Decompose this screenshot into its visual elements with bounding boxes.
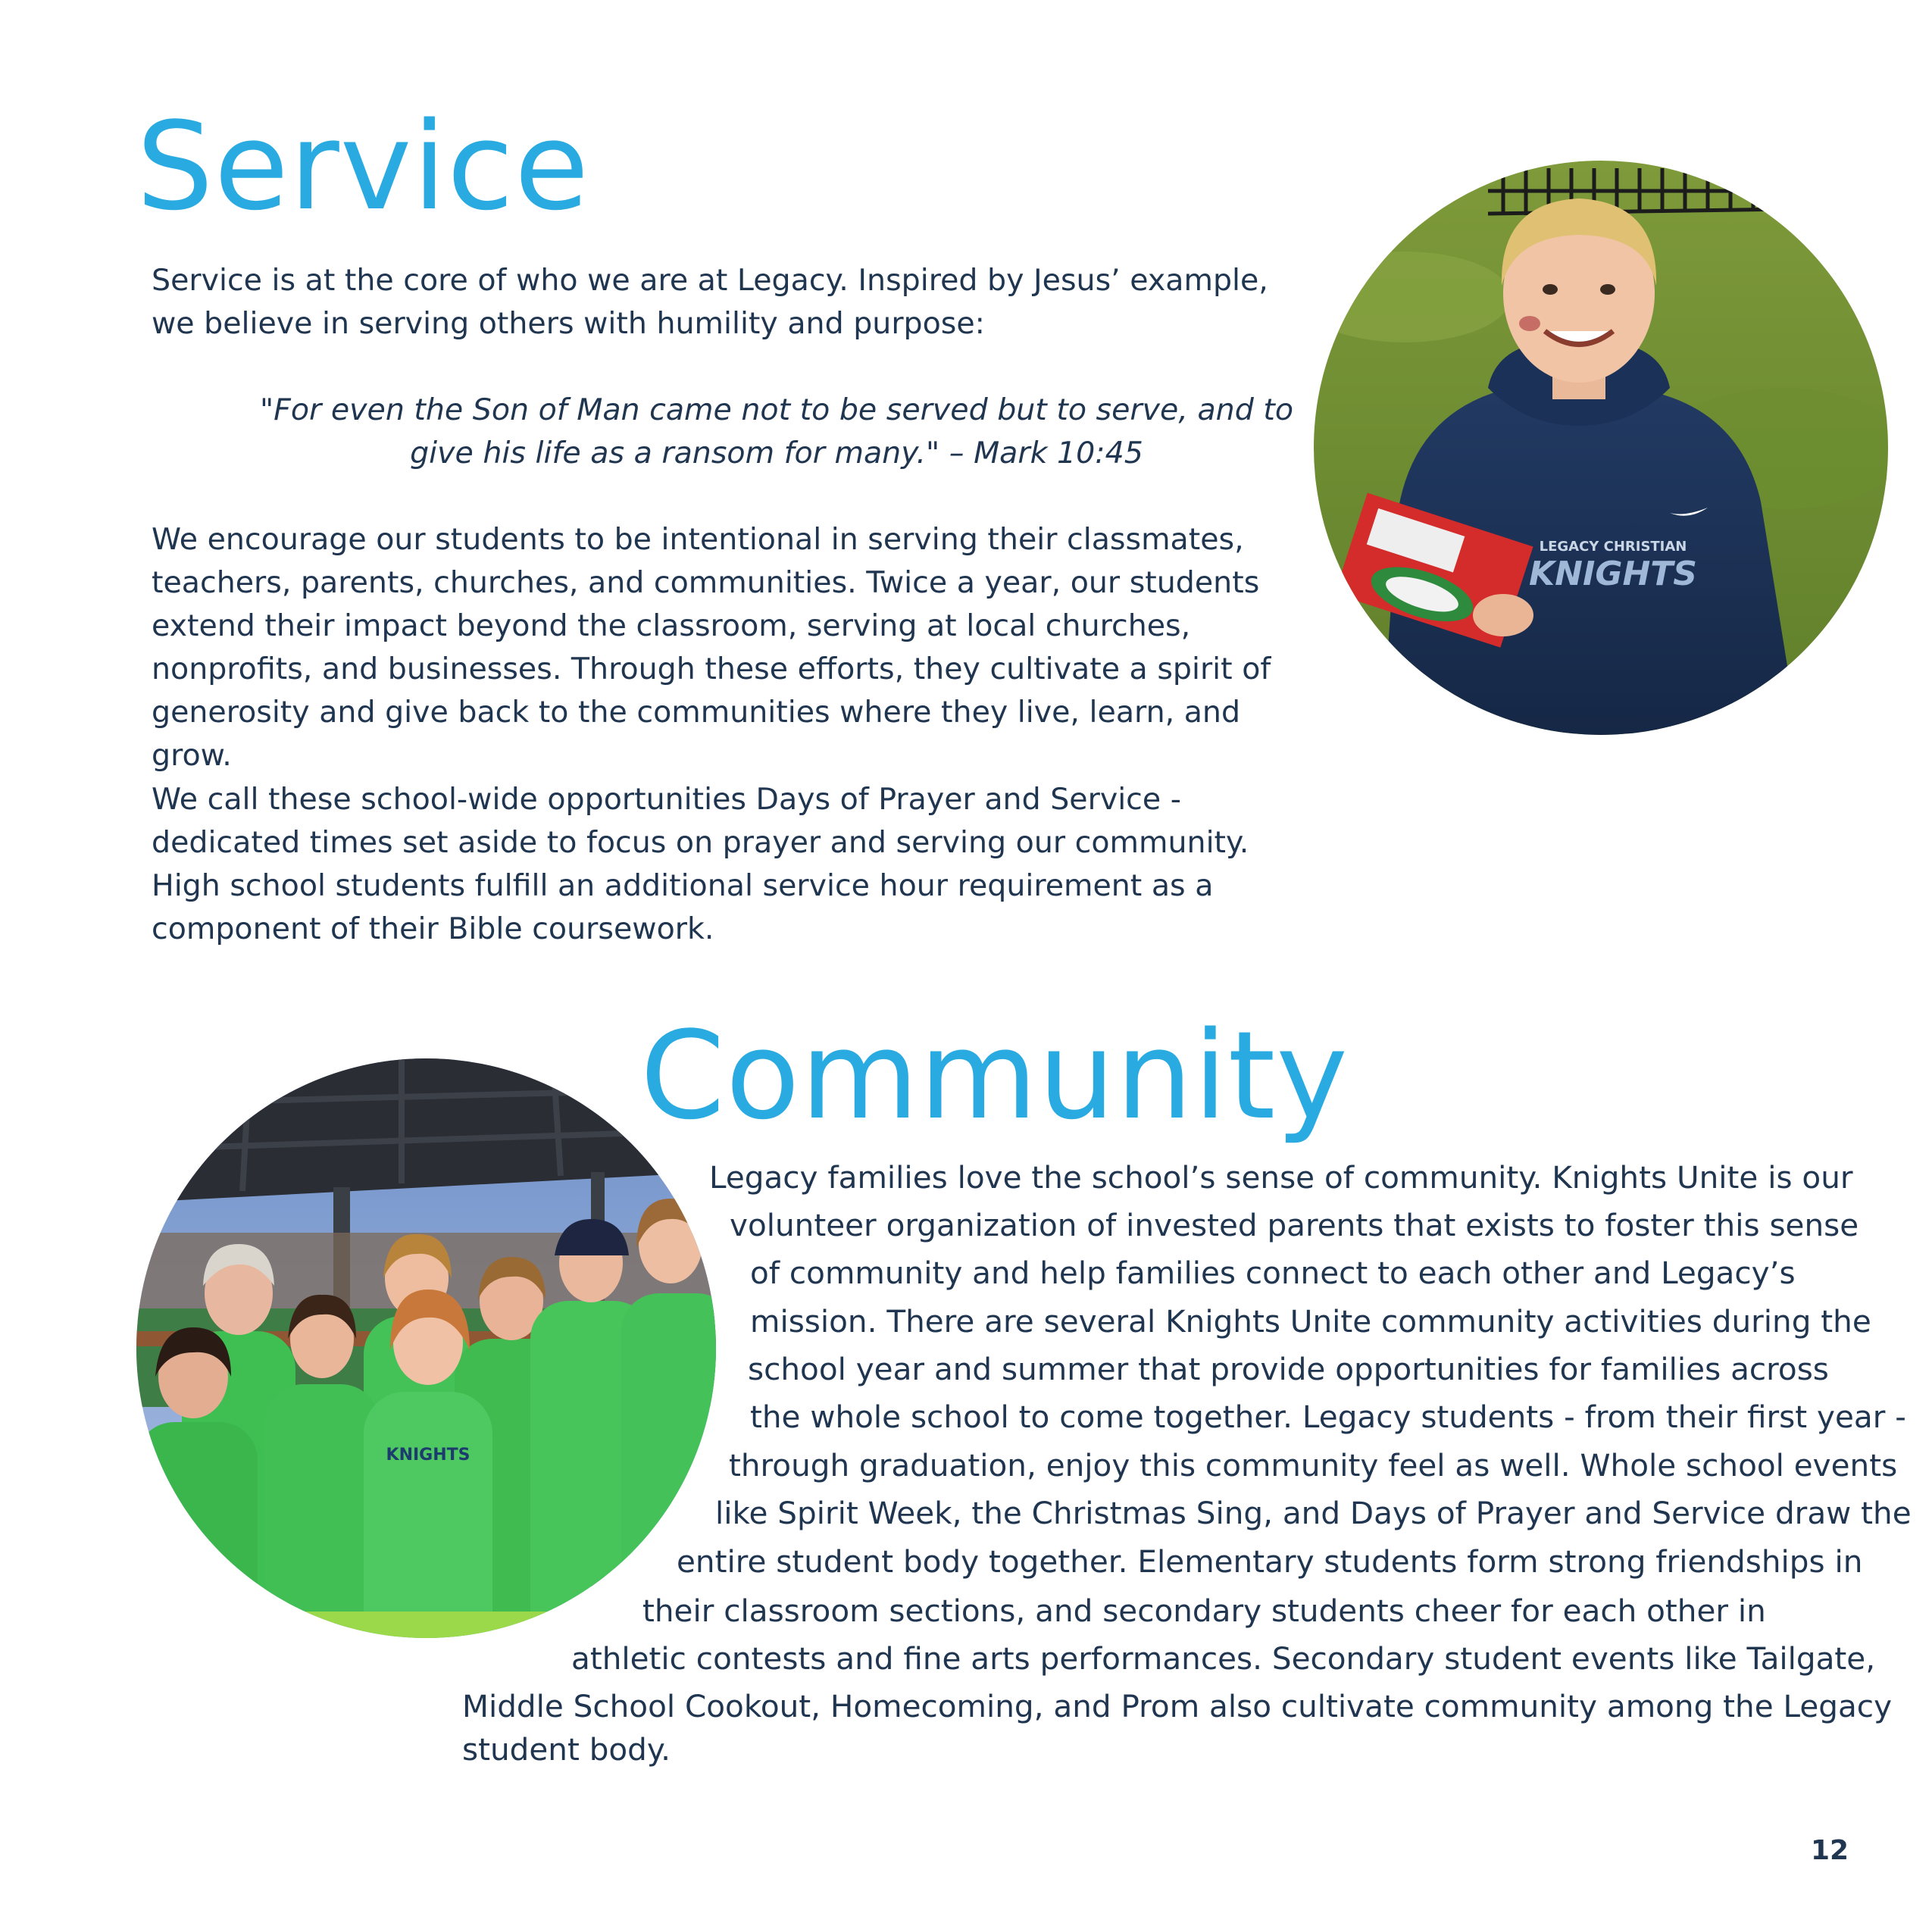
community-line: of community and help families connect to each other and Legacy’s [750,1255,1796,1291]
community-line: through graduation, enjoy this community feel as well. Whole school events [729,1447,1898,1483]
community-heading: Community [640,1005,1349,1146]
quote-line-1: "For even the Son of Man came not to be served but to serve, and to [259,392,1293,427]
community-line: school year and summer that provide opportunities for families across [748,1351,1829,1387]
community-line: student body. [462,1731,671,1768]
quote-line-2: give his life as a ransom for many." – Mark 10:45 [410,436,1143,470]
community-line: the whole school to come together. Legacy students - from their first year - [750,1399,1906,1435]
community-line: athletic contests and fine arts performances. Secondary student events like Tailgate, [571,1640,1876,1677]
boy-holding-shoebox-photo [1314,161,1888,735]
service-body-paragraph: We encourage our students to be intentional in serving their classmates, teachers, parents, churches, and communities. Twice a year, our students extend their impact beyond the classroom, serving at local churches, nonprofits, and businesses. Through these efforts, they cultivate a spirit of generosity and give back to the communities where they live, learn, and grow. [152,522,1271,773]
shirt-logo-line1: LEGACY CHRISTIAN [1539,539,1687,555]
service-intro-paragraph: Service is at the core of who we are at Legacy. Inspired by Jesus’ example, we believe in serving others with humility and purpose: [152,263,1268,341]
volunteers-photo-illustration [136,1058,716,1638]
page-number: 12 [1811,1835,1849,1866]
community-line: like Spirit Week, the Christmas Sing, and Days of Prayer and Service draw the [715,1495,1912,1531]
service-heading: Service [136,95,590,237]
shirt-logo-text: KNIGHTS [386,1446,470,1465]
knights-unite-volunteers-photo [136,1058,716,1638]
boy-photo-illustration [1314,161,1888,735]
community-line: Legacy families love the school’s sense of community. Knights Unite is our [709,1159,1853,1196]
community-line: mission. There are several Knights Unite community activities during the [750,1303,1871,1340]
service-days-of-prayer-paragraph: We call these school-wide opportunities Days of Prayer and Service - dedicated times set aside to focus on prayer and serving our community. High school students fulfill an additional service hour requirement as a component of their Bible coursework. [152,782,1249,946]
community-line: entire student body together. Elementary students form strong friendships in [677,1543,1863,1580]
shirt-logo-line2: KNIGHTS [1529,555,1697,593]
scripture-quote [152,389,1311,475]
community-line: volunteer organization of invested parents that exists to foster this sense [730,1207,1859,1243]
community-line: their classroom sections, and secondary students cheer for each other in [642,1593,1766,1629]
community-line: Middle School Cookout, Homecoming, and Prom also cultivate community among the Legacy [462,1688,1893,1724]
